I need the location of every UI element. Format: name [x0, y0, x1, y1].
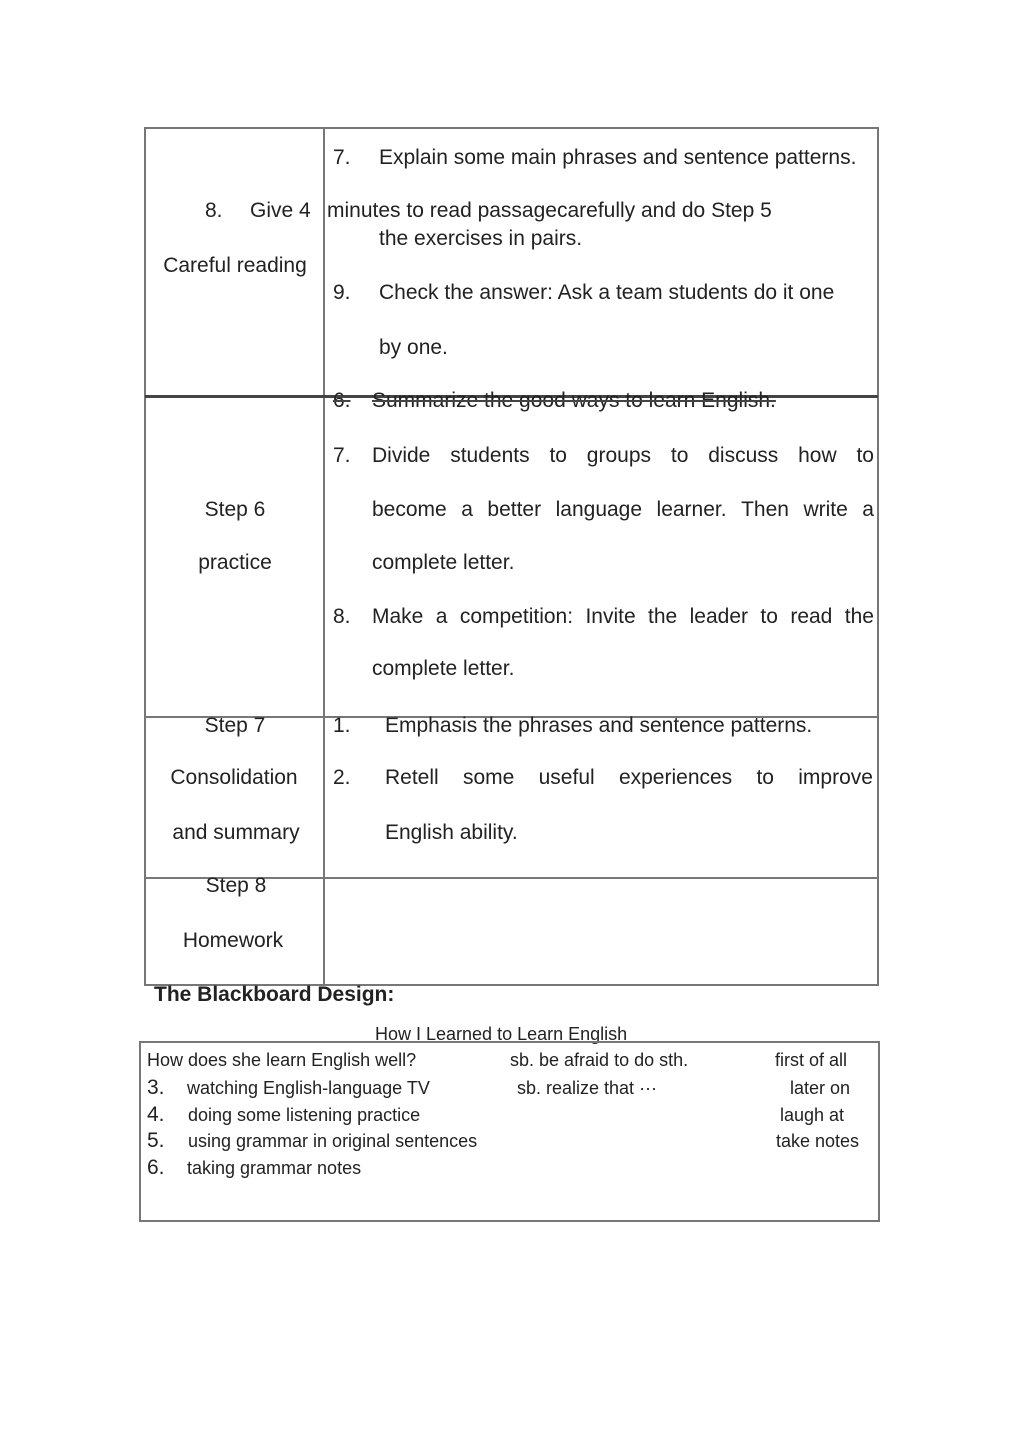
word: discuss [708, 444, 779, 467]
word: Then [741, 498, 789, 521]
word: Invite [585, 605, 636, 628]
list-item-text: complete letter. [372, 551, 515, 574]
word: how [798, 444, 837, 467]
list-item-text: Summarize the good ways to learn English. [372, 389, 776, 412]
word: useful [538, 766, 595, 789]
list-item-text: doing some listening practice [188, 1105, 421, 1125]
justified-line [372, 499, 874, 520]
word: a [435, 605, 448, 628]
list-number: 9. [333, 281, 351, 304]
word: to [549, 444, 567, 467]
step-name: practice [198, 551, 272, 574]
list-number: 7. [333, 146, 351, 169]
list-number: 2. [333, 766, 351, 789]
word: learner. [656, 498, 727, 521]
phrase-item: later on [790, 1078, 851, 1098]
step-label: Step 7 [204, 714, 266, 737]
justified-line [372, 606, 874, 627]
list-number: 7. [333, 444, 351, 467]
phrase-item: sb. realize that ··· [517, 1078, 658, 1098]
word: to [760, 605, 778, 628]
word: become [372, 498, 447, 521]
word: improve [798, 766, 873, 789]
word: a [862, 498, 874, 521]
list-item-text: the exercises in pairs. [379, 227, 583, 250]
word: language [555, 498, 643, 521]
word: leader [689, 605, 749, 628]
list-item-text: minutes to read passagecarefully and do Step 5 [327, 199, 772, 222]
list-number: 6. [147, 1156, 165, 1179]
list-number: 6. [333, 389, 351, 412]
list-item-text: Check the answer: Ask a team students do it one [379, 281, 835, 304]
blackboard-question: How does she learn English well? [147, 1050, 417, 1070]
word: to [856, 444, 874, 467]
word: Make [372, 605, 424, 628]
word: better [487, 498, 542, 521]
word: to [670, 444, 689, 467]
list-number: 8. [205, 199, 223, 222]
blackboard-title: How I Learned to Learn English [375, 1024, 628, 1044]
section-heading: The Blackboard Design: [154, 983, 395, 1006]
word: read [790, 605, 833, 628]
list-item-text: using grammar in original sentences [188, 1131, 478, 1151]
row-label: Give 4 [250, 199, 311, 222]
list-item-text: by one. [379, 336, 448, 359]
list-number: 1. [333, 714, 351, 737]
word: experiences [618, 766, 733, 789]
list-item-text: Explain some main phrases and sentence patterns. [379, 146, 857, 169]
list-item-text: watching English-language TV [187, 1078, 430, 1098]
word: Divide [372, 444, 431, 467]
step-label: Step 6 [204, 498, 266, 521]
phrase-item: take notes [776, 1131, 860, 1151]
step-name: and summary [172, 821, 300, 844]
word: competition: [459, 605, 574, 628]
list-item-text: Emphasis the phrases and sentence patterns. [385, 714, 813, 737]
phrase-item: sb. be afraid to do sth. [510, 1050, 689, 1070]
word: the [648, 605, 678, 628]
phrase-item: laugh at [780, 1105, 845, 1125]
step-label: Step 8 [205, 874, 267, 897]
word: Retell [385, 766, 439, 789]
word: to [756, 766, 774, 789]
list-item-text: English ability. [385, 821, 518, 844]
word: students [450, 444, 530, 467]
word: the [844, 605, 874, 628]
list-item-text: taking grammar notes [187, 1158, 362, 1178]
list-number: 5. [147, 1129, 165, 1152]
step-name: Consolidation [170, 766, 298, 789]
word: some [462, 766, 515, 789]
justified-line [372, 445, 874, 466]
word: write [803, 498, 848, 521]
list-number: 3. [147, 1076, 165, 1099]
phrase-item: first of all [775, 1050, 848, 1070]
step-name: Careful reading [163, 254, 307, 277]
justified-line [385, 767, 873, 788]
list-number: 8. [333, 605, 351, 628]
step-name: Homework [182, 929, 284, 952]
word: groups [586, 444, 652, 467]
list-item-text: complete letter. [372, 657, 515, 680]
word: a [461, 498, 473, 521]
list-number: 4. [147, 1103, 165, 1126]
